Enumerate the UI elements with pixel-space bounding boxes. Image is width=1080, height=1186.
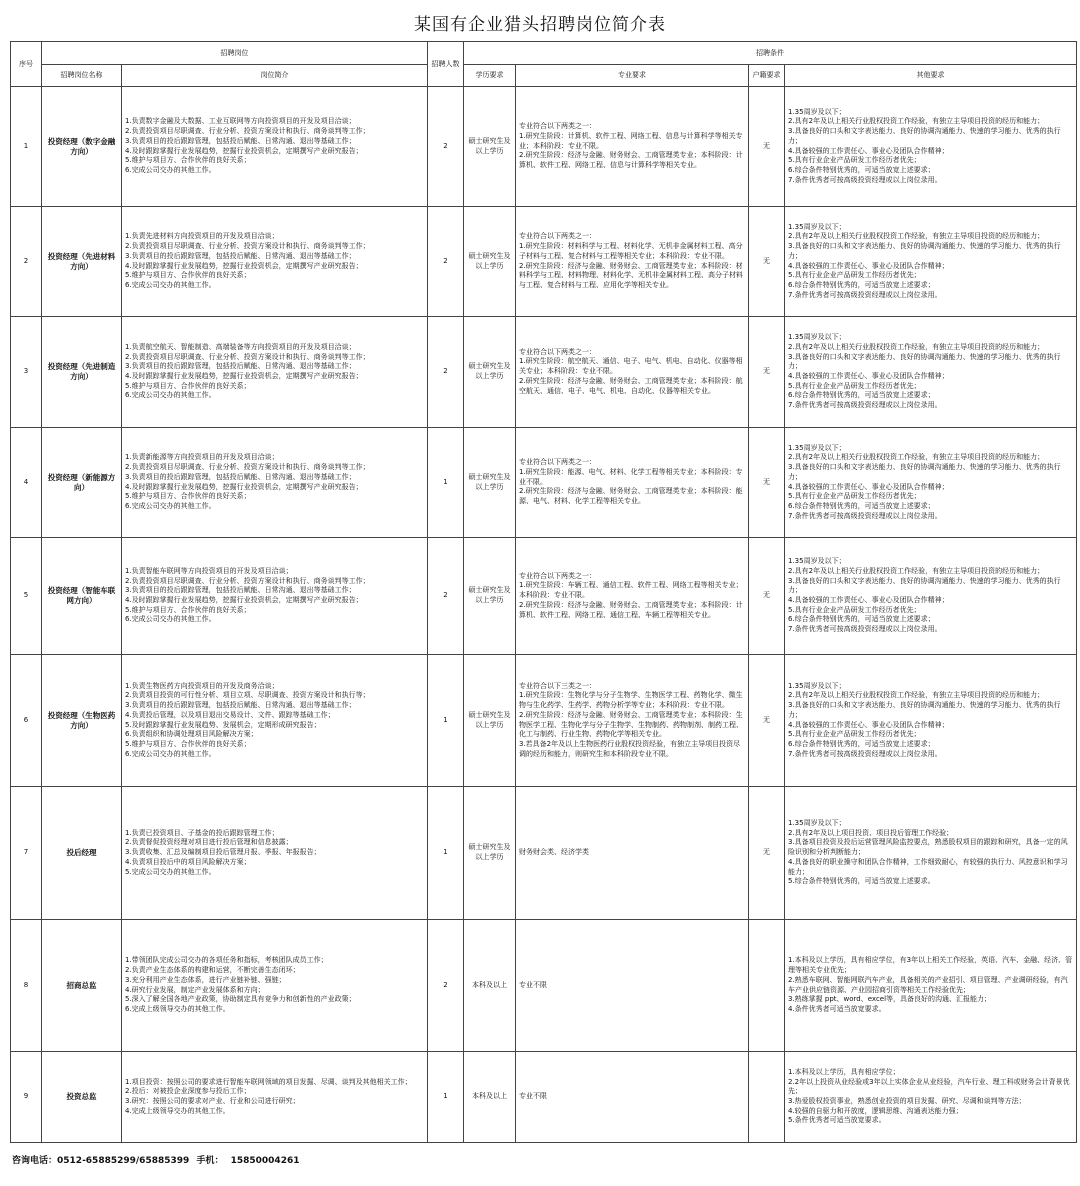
row-seq: 5 [11,538,42,655]
major-requirement-line: 2.研究生阶段：经济与金融、财务财会、工商管理类专业；本科阶段：计算机、软件工程、网络工程、通信工程、车辆工程等相关专业。 [519,600,743,619]
headcount: 2 [428,920,464,1052]
other-requirement-line: 5.具有行业企业产品研发工作经历者优先； [788,730,921,739]
position-intro-line: 2.负责投资项目尽职调查、行业分析、投资方案设计和执行、商务谈判等工作； [125,463,370,472]
position-intro [122,655,428,787]
position-name: 投资经理（先进制造方向） [42,317,122,428]
headcount: 2 [428,87,464,207]
other-requirement-line: 2.具有2年及以上相关行业股权投资工作经验，有独立主导项目投资的经历和能力； [788,232,1045,241]
other-requirement-line: 3.熟练掌握 ppt、word、excel等，具备良好的沟通、汇报能力； [788,995,992,1004]
position-intro-line: 6.完成上级领导交办的其他工作。 [125,1004,230,1013]
education-requirement: 硕士研究生及以上学历 [464,787,516,920]
major-requirement [516,1052,749,1143]
other-requirement-line: 1.35周岁及以下； [788,443,846,452]
education-requirement: 硕士研究生及以上学历 [464,207,516,317]
other-requirement-line: 2.具有2年及以上相关行业股权投资工作经验，有独立主导项目投资的经历和能力； [788,566,1045,575]
major-requirement-line: 专业不限 [519,980,547,989]
other-requirement-line: 4.具备较强的工作责任心、事业心及团队合作精神； [788,482,949,491]
position-intro-line: 3.负责项目的投后跟踪管理，包括投后赋能、日常沟通、退出等基础工作； [125,362,356,371]
other-requirement-line: 4.具备较强的工作责任心、事业心及团队合作精神； [788,720,949,729]
hukou-requirement: 无 [749,655,785,787]
position-intro-line: 3.负责项目的投后跟踪管理，包括投后赋能、日常沟通、退出等基础工作； [125,586,356,595]
major-requirement-line: 专业符合以下两类之一： [519,232,596,241]
major-requirement-line: 1.研究生阶段：车辆工程、通信工程、软件工程、网络工程等相关专业；本科阶段：专业不限。 [519,581,743,600]
position-intro [122,1052,428,1143]
position-intro-line: 5.维护与项目方、合作伙伴的良好关系； [125,156,251,165]
other-requirement-line: 4.具备较强的工作责任心、事业心及团队合作精神； [788,372,949,380]
other-requirement-line: 3.具备良好的口头和文字表达能力、良好的协调沟通能力、快速的学习能力、优秀的执行力； [788,463,1061,481]
position-name: 投资经理（智能车联网方向） [42,538,122,655]
position-intro-line: 1.负责生物医药方向投资项目的开发及商务洽谈； [125,681,279,690]
table-row [11,428,1077,538]
other-requirement-line: 7.条件优秀者可按高级投资经理或以上岗位录用。 [788,511,942,520]
major-requirement-line: 1.研究生阶段：材料科学与工程、材料化学、无机非金属材料工程、高分子材料与工程、复合材料与工程等相关专业；本科阶段：专业不限。 [519,242,743,260]
other-requirement-line: 2.具有2年及以上项目投资、项目投后管理工作经验； [788,828,954,837]
position-name: 投资经理（数字金融方向） [42,87,122,207]
hukou-requirement: 无 [749,87,785,207]
other-requirement-line: 5.具有行业企业产品研发工作经历者优先； [788,381,921,390]
position-intro-line: 5.维护与项目方、合作伙伴的良好关系； [125,739,251,748]
position-intro-line: 5.维护与项目方、合作伙伴的良好关系； [125,271,251,280]
other-requirement-line: 6.综合条件特别优秀的，可适当放宽上述要求； [788,501,935,510]
hukou-requirement: 无 [749,428,785,538]
position-intro [122,428,428,538]
page-title: 某国有企业猎头招聘岗位简介表 [414,15,666,35]
position-intro-line: 1.负责智能车联网等方向投资项目的开发及项目洽谈； [125,566,293,575]
position-intro-line: 6.完成公司交办的其他工作。 [125,391,216,400]
other-requirement-line: 7.条件优秀者可按高级投资经理或以上岗位录用。 [788,749,942,758]
row-seq: 1 [11,87,42,207]
position-intro [122,317,428,428]
major-requirement [516,538,749,655]
major-requirement-line: 2.研究生阶段：经济与金融、财务财会、工商管理类专业；本科阶段：计算机、软件工程、网络工程、信息与计算科学等相关专业。 [519,151,743,170]
other-requirement-line: 7.条件优秀者可按高级投资经理或以上岗位录用。 [788,175,942,184]
major-requirement-line: 2.研究生阶段：经济与金融、财务财会、工商管理类专业；本科阶段：航空航天、通信、电子、电气、机电、自动化、仪器等相关专业。 [519,376,743,395]
major-requirement [516,655,749,787]
position-intro-line: 1.项目投资：按照公司的要求进行智能车联网领域的项目发掘、尽调、谈判及其他相关工作； [125,1077,412,1086]
headcount: 1 [428,787,464,920]
other-requirement [785,538,1077,655]
other-requirement-line: 2.具有2年及以上相关行业股权投资工作经验，有独立主导项目投资的经历和能力； [788,453,1045,462]
position-intro-line: 4.及时跟踪掌握行业发展趋势，挖掘行业投资机会，定期撰写产业研究报告； [125,261,363,270]
hukou-requirement [749,920,785,1052]
position-intro-line: 5.及时跟踪掌握行业发展趋势、发展机会，定期形成研究报告； [125,720,321,729]
other-requirement-line: 5.具有行业企业产品研发工作经历者优先； [788,492,921,501]
other-requirement-line: 4.具备良好的职业操守和团队合作精神，工作细致耐心，有较强的执行力、风控意识和学习能力； [788,857,1068,876]
major-requirement-line: 专业不限 [519,1092,547,1101]
position-intro-line: 2.负责投资项目尽职调查、行业分析、投资方案设计和执行、商务谈判等工作； [125,352,370,361]
headcount: 2 [428,207,464,317]
position-intro-line: 4.及时跟踪掌握行业发展趋势，挖掘行业投资机会，定期撰写产业研究报告； [125,482,363,491]
major-requirement [516,317,749,428]
major-requirement [516,428,749,538]
major-requirement [516,920,749,1052]
position-intro-line: 4.及时跟踪掌握行业发展趋势，挖掘行业投资机会，定期撰写产业研究报告； [125,372,363,380]
education-requirement: 本科及以上 [464,920,516,1052]
position-intro-line: 3.负责项目的投后跟踪管理，包括投后赋能、日常沟通、退出等基础工作； [125,701,356,710]
position-intro-line: 2.负责投资项目尽职调查、行业分析、投资方案设计和执行、商务谈判等工作； [125,576,370,585]
major-requirement-line: 1.研究生阶段：能源、电气、材料、化学工程等相关专业；本科阶段：专业不限。 [519,467,743,486]
position-intro-line: 2.负责产业生态体系的构建和运营，不断完善生态闭环； [125,966,300,975]
position-intro-line: 4.研究行业发展，制定产业发展体系和方向； [125,985,265,994]
other-requirement [785,428,1077,538]
position-intro-line: 1.负责已投资项目、子基金的投后跟踪管理工作； [125,828,279,837]
table-row [11,655,1077,787]
position-intro-line: 6.完成公司交办的其他工作。 [125,749,216,758]
position-intro-line: 2.负责投资项目尽职调查、行业分析、投资方案设计和执行、商务谈判等工作； [125,242,370,251]
table-row [11,207,1077,317]
contact-label: 咨询电话： [12,1156,58,1166]
major-requirement-line: 专业符合以下两类之一： [519,347,596,356]
position-name: 投资经理（新能源方向） [42,428,122,538]
other-requirement-line: 5.综合条件特别优秀的，可适当放宽上述要求。 [788,877,935,886]
headcount: 2 [428,538,464,655]
header-position-group: 招聘岗位 [42,42,428,65]
education-requirement: 硕士研究生及以上学历 [464,87,516,207]
position-intro-line: 3.负责项目的投后跟踪管理，包括投后赋能、日常沟通、退出等基础工作； [125,136,356,145]
education-requirement: 硕士研究生及以上学历 [464,317,516,428]
position-intro-line: 2.负责项目投资的可行性分析、项目立项、尽职调查、投资方案设计和执行等； [125,691,370,700]
major-requirement-line: 专业符合以下三类之一： [519,681,596,690]
row-seq: 9 [11,1052,42,1143]
other-requirement-line: 4.较强的自驱力和开放度，逻辑思维、沟通表达能力强； [788,1106,963,1115]
major-requirement [516,787,749,920]
other-requirement-line: 1.35周岁及以下； [788,681,846,690]
row-seq: 7 [11,787,42,920]
hukou-requirement [749,1052,785,1143]
hukou-requirement: 无 [749,538,785,655]
position-name: 招商总监 [42,920,122,1052]
other-requirement-line: 1.35周岁及以下； [788,107,846,116]
other-requirement-line: 1.35周岁及以下； [788,819,846,828]
other-requirement-line: 7.条件优秀者可按高级投资经理或以上岗位录用。 [788,625,942,634]
major-requirement-line: 3.若具备2年及以上生物医药行业股权投资经验，有独立主导项目投资尽调的经历和能力，则研究生和本科阶段专业不限。 [519,739,741,758]
other-requirement-line: 4.条件优秀者可适当放宽要求。 [788,1004,886,1013]
position-intro-line: 5.维护与项目方、合作伙伴的良好关系； [125,492,251,501]
education-requirement: 硕士研究生及以上学历 [464,655,516,787]
position-intro-line: 1.带领团队完成公司交办的各项任务和指标，考核团队成员工作； [125,956,328,965]
position-intro [122,207,428,317]
hukou-requirement: 无 [749,207,785,317]
table-row [11,787,1077,920]
education-requirement: 硕士研究生及以上学历 [464,538,516,655]
other-requirement-line: 3.具备良好的口头和文字表达能力、良好的协调沟通能力、快速的学习能力、优秀的执行力； [788,242,1061,260]
position-intro-line: 4.及时跟踪掌握行业发展趋势，挖掘行业投资机会，定期撰写产业研究报告； [125,146,363,155]
other-requirement [785,787,1077,920]
header-major: 专业要求 [516,65,749,87]
position-intro-line: 5.深入了解全国各地产业政策，协助制定具有竞争力和创新性的产业政策； [125,995,356,1004]
other-requirement-line: 2.2年以上投资从业经验或3年以上实体企业从业经验，汽车行业、理工科或财务会计背景优先； [788,1077,1070,1096]
header-conditions-group: 招聘条件 [464,42,1077,65]
major-requirement-line: 2.研究生阶段：经济与金融、财务财会、工商管理类专业；本科阶段：能源、电气、材料、化学工程等相关专业。 [519,487,743,506]
major-requirement [516,87,749,207]
contact-phones: 0512-65885299/65885399 [57,1156,190,1166]
other-requirement-line: 3.具备项目投资及投后运营管理风险监控要点，熟悉股权项目的跟踪和研究，具备一定的风险识别和分析判断能力； [788,838,1068,857]
major-requirement-line: 财务财会类、经济学类 [519,848,589,857]
major-requirement-line: 专业符合以下两类之一： [519,458,596,467]
position-intro-line: 2.负责督促投资经理对项目进行投后管理和信息披露； [125,838,293,847]
position-intro-line: 3.充分利用产业生态体系，进行产业链补链、强链； [125,975,286,984]
other-requirement-line: 6.综合条件特别优秀的，可适当放宽上述要求； [788,615,935,624]
contact-footer [12,1153,299,1166]
position-intro-line: 3.负责项目的投后跟踪管理，包括投后赋能、日常沟通、退出等基础工作； [125,472,356,481]
education-requirement: 本科及以上 [464,1052,516,1143]
major-requirement-line: 2.研究生阶段：经济与金融、财务财会、工商管理类专业；本科阶段：材料科学与工程、材料物理、材料化学、无机非金属材料工程、高分子材料与工程、复合材料与工程、应用化学等相关专业。 [519,261,743,289]
headcount: 1 [428,1052,464,1143]
position-intro-line: 4.负责投后管理，以及项目退出交易设计、文件、跟踪等基础工作； [125,710,335,719]
position-intro-line: 1.负责数字金融及大数据、工业互联网等方向投资项目的开发及项目洽谈； [125,117,356,126]
position-intro-line: 1.负责航空航天、智能制造、高端装备等方向投资项目的开发及项目洽谈； [125,342,356,351]
position-intro-line: 3.研究：按照公司的要求对产业、行业和公司进行研究； [125,1097,300,1105]
other-requirement-line: 3.具备良好的口头和文字表达能力、良好的协调沟通能力、快速的学习能力、优秀的执行力； [788,576,1061,595]
headcount: 2 [428,317,464,428]
mobile-number: 15850004261 [230,1156,300,1166]
position-intro-line: 4.完成上级领导交办的其他工作。 [125,1106,230,1115]
other-requirement [785,207,1077,317]
other-requirement-line: 6.综合条件特别优秀的，可适当放宽上述要求； [788,739,935,748]
header-seq: 序号 [11,42,42,87]
position-intro-line: 1.负责新能源等方向投资项目的开发及项目洽谈； [125,453,279,462]
other-requirement-line: 5.具有行业企业产品研发工作经历者优先； [788,156,921,165]
header-other: 其他要求 [785,65,1077,87]
position-intro-line: 6.完成公司交办的其他工作。 [125,501,216,510]
other-requirement-line: 4.具备较强的工作责任心、事业心及团队合作精神； [788,146,949,155]
row-seq: 6 [11,655,42,787]
headcount: 1 [428,655,464,787]
other-requirement [785,317,1077,428]
position-name: 投后经理 [42,787,122,920]
job-table [10,41,1077,1143]
position-intro-line: 3.负责项目的投后跟踪管理，包括投后赋能、日常沟通、退出等基础工作； [125,251,356,260]
other-requirement-line: 5.具有行业企业产品研发工作经历者优先； [788,271,921,280]
other-requirement-line: 4.具备较强的工作责任心、事业心及团队合作精神； [788,596,949,604]
header-intro: 岗位简介 [122,65,428,87]
other-requirement-line: 7.条件优秀者可按高级投资经理或以上岗位录用。 [788,401,942,410]
position-intro-line: 6.完成公司交办的其他工作。 [125,615,216,624]
other-requirement-line: 3.具备良好的口头和文字表达能力、良好的协调沟通能力、快速的学习能力、优秀的执行力； [788,352,1061,371]
major-requirement-line: 专业符合以下两类之一： [519,122,596,131]
education-requirement: 硕士研究生及以上学历 [464,428,516,538]
table-row [11,317,1077,428]
other-requirement [785,1052,1077,1143]
hukou-requirement: 无 [749,317,785,428]
position-intro [122,538,428,655]
major-requirement-line: 1.研究生阶段：生物化学与分子生物学、生物医学工程、药物化学、微生物与生化药学、生药学、药物分析学等专业；本科阶段：专业不限。 [519,691,743,710]
header-education: 学历要求 [464,65,516,87]
hukou-requirement: 无 [749,787,785,920]
other-requirement-line: 2.熟悉车联网、智能网联汽车产业，具备相关的产业招引、项目管理、产业调研经验，有汽车产业供应链资源、产业园招商引资等相关工作经验优先； [788,975,1068,994]
other-requirement [785,655,1077,787]
other-requirement-line: 4.具备较强的工作责任心、事业心及团队合作精神； [788,261,949,270]
header-name: 招聘岗位名称 [42,65,122,87]
major-requirement-line: 1.研究生阶段：计算机、软件工程、网络工程、信息与计算科学等相关专业；本科阶段：专业不限。 [519,131,743,150]
position-name: 投资经理（先进材料方向） [42,207,122,317]
position-intro [122,787,428,920]
other-requirement-line: 5.具有行业企业产品研发工作经历者优先； [788,605,921,614]
position-intro-line: 6.完成公司交办的其他工作。 [125,280,216,289]
row-seq: 8 [11,920,42,1052]
other-requirement-line: 2.具有2年及以上相关行业股权投资工作经验，有独立主导项目投资的经历和能力； [788,691,1045,700]
other-requirement-line: 7.条件优秀者可按高级投资经理或以上岗位录用。 [788,290,942,299]
other-requirement-line: 1.本科及以上学历，具有相应学位； [788,1067,900,1076]
major-requirement-line: 2.研究生阶段：经济与金融、财务财会、工商管理类专业；本科阶段：生物医学工程、生物化学与分子生物学、生物制药、药物制剂、制药工程、化工与制药、行业生物、药物化学等相关专业。 [519,710,743,739]
other-requirement-line: 3.具备良好的口头和文字表达能力、良好的协调沟通能力、快速的学习能力、优秀的执行力； [788,701,1061,719]
other-requirement-line: 6.综合条件特别优秀的，可适当放宽上述要求； [788,391,935,400]
position-intro [122,87,428,207]
other-requirement-line: 6.综合条件特别优秀的，可适当放宽上述要求； [788,280,935,289]
row-seq: 2 [11,207,42,317]
position-name: 投资总监 [42,1052,122,1143]
position-intro-line: 4.负责项目投后中的项目风险解决方案； [125,857,251,866]
headcount: 1 [428,428,464,538]
position-intro-line: 5.维护与项目方、合作伙伴的良好关系； [125,605,251,614]
position-intro-line: 4.及时跟踪掌握行业发展趋势，挖掘行业投资机会，定期撰写产业研究报告； [125,596,363,604]
table-row [11,538,1077,655]
position-intro-line: 3.负责收集、汇总及编制项目投后管理月报、季报、年报报告； [125,848,321,857]
major-requirement-line: 1.研究生阶段：航空航天、通信、电子、电气、机电、自动化、仪器等相关专业；本科阶段：专业不限。 [519,357,743,376]
row-seq: 3 [11,317,42,428]
position-intro-line: 5.完成公司交办的其他工作。 [125,867,216,876]
other-requirement-line: 6.综合条件特别优秀的，可适当放宽上述要求； [788,165,935,174]
header-hukou: 户籍要求 [749,65,785,87]
position-intro-line: 2.投后：对被投企业深度参与投后工作； [125,1087,251,1096]
position-intro [122,920,428,1052]
mobile-label: 手机： [196,1156,224,1166]
other-requirement-line: 5.条件优秀者可适当放宽要求。 [788,1116,886,1125]
other-requirement-line: 3.热爱股权投资事业，熟悉创业投资的项目发掘、研究、尽调和谈判等方法； [788,1097,1026,1105]
table-row [11,920,1077,1052]
other-requirement-line: 2.具有2年及以上相关行业股权投资工作经验，有独立主导项目投资的经历和能力； [788,117,1045,126]
other-requirement-line: 1.35周岁及以下； [788,557,846,566]
position-intro-line: 6.负责组织和协调处理项目风险解决方案； [125,730,258,739]
position-intro-line: 1.负责先进材料方向投资项目的开发及项目洽谈； [125,232,279,241]
other-requirement-line: 1.本科及以上学历，具有相应学位，有3年以上相关工作经验，英语、汽车、金融、经济、管理等相关专业优先； [788,956,1073,975]
major-requirement [516,207,749,317]
table-row [11,87,1077,207]
table-row [11,1052,1077,1143]
position-intro-line: 6.完成公司交办的其他工作。 [125,165,216,174]
other-requirement-line: 1.35周岁及以下； [788,333,846,342]
major-requirement-line: 专业符合以下两类之一： [519,571,596,580]
header-headcount: 招聘人数 [428,42,464,87]
other-requirement-line: 1.35周岁及以下； [788,222,846,231]
position-intro-line: 5.维护与项目方、合作伙伴的良好关系； [125,381,251,390]
other-requirement [785,87,1077,207]
other-requirement [785,920,1077,1052]
other-requirement-line: 2.具有2年及以上相关行业股权投资工作经验，有独立主导项目投资的经历和能力； [788,342,1045,351]
row-seq: 4 [11,428,42,538]
other-requirement-line: 3.具备良好的口头和文字表达能力、良好的协调沟通能力、快速的学习能力、优秀的执行力； [788,127,1061,145]
position-intro-line: 2.负责投资项目尽职调查、行业分析、投资方案设计和执行、商务谈判等工作； [125,127,370,136]
position-name: 投资经理（生物医药方向） [42,655,122,787]
